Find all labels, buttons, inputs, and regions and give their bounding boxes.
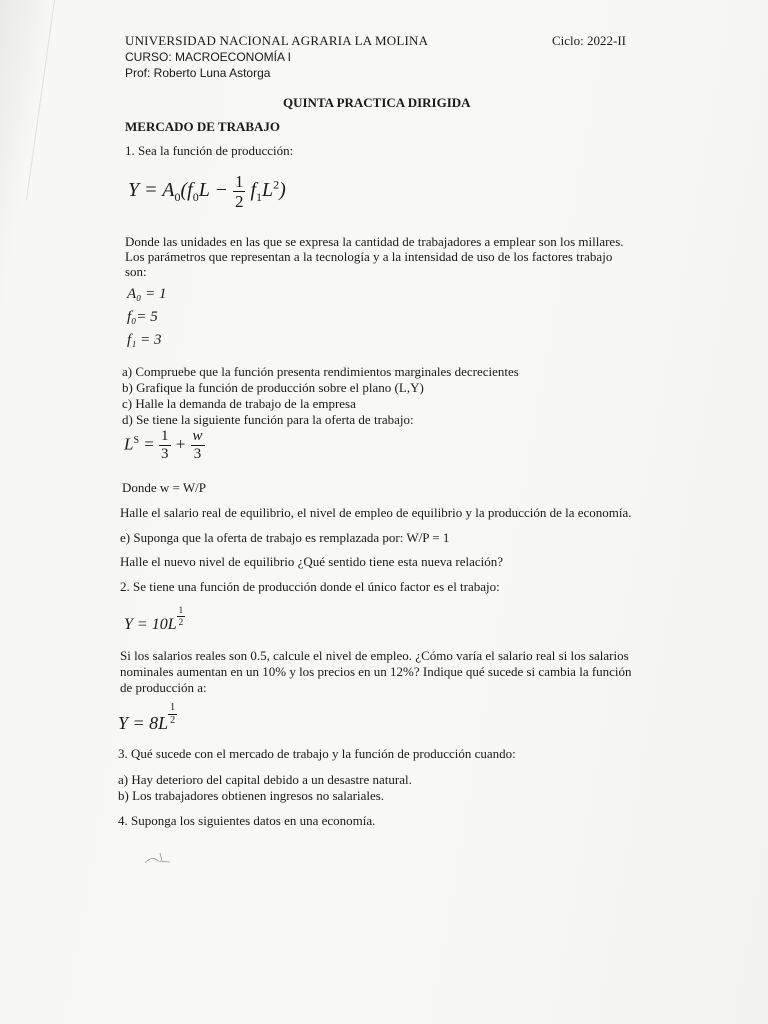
q1-intro: 1. Sea la función de producción:	[125, 143, 294, 158]
university-name: UNIVERSIDAD NACIONAL AGRARIA LA MOLINA	[125, 33, 429, 48]
q1-item-a: a) Compruebe que la función presenta rendimientos marginales decrecientes	[122, 364, 519, 379]
q1-item-d: d) Se tiene la siguiente función para la oferta de trabajo:	[122, 412, 414, 427]
production-function-formula: $Y = A_0(f_0L$ − $\frac{1}{2}$ $f_1L^2$)	[128, 172, 286, 211]
q4-intro: 4. Suponga los siguientes datos en una economía.	[118, 813, 376, 828]
professor-label: Prof: Roberto Luna Astorga	[125, 66, 271, 80]
q1-halle-1: Halle el salario real de equilibrio, el nivel de empleo de equilibrio y la producción de la economía.	[120, 505, 632, 520]
q2-text-1: Si los salarios reales son 0.5, calcule el nivel de empleo. ¿Cómo varía el salario real si los salarios	[120, 648, 629, 663]
production-function-2: Y = 10L $^{\frac{1}{2}}$	[124, 605, 184, 633]
production-function-3: Y = 8L $^{\frac{1}{2}}$	[118, 702, 176, 733]
q2-intro: 2. Se tiene una función de producción donde el único factor es el trabajo:	[120, 579, 500, 594]
param-f0: f₀= 5	[127, 309, 158, 325]
q3-item-a: a) Hay deterioro del capital debido a un desastre natural.	[118, 772, 412, 787]
q1-units-text-3: son:	[125, 264, 147, 279]
course-label: CURSO: MACROECONOMÍA I	[125, 50, 292, 64]
document-title: QUINTA PRACTICA DIRIGIDA	[283, 95, 471, 110]
q3-intro: 3. Qué sucede con el mercado de trabajo y la función de producción cuando:	[118, 746, 516, 761]
q1-units-text-2: Los parámetros que representan a la tecnología y a la intensidad de uso de los factores trabajo	[125, 249, 613, 264]
q1-units-text-1: Donde las unidades en las que se expresa la cantidad de trabajadores a emplear son los millares.	[125, 234, 624, 249]
q1-item-e: e) Suponga que la oferta de trabajo es remplazada por: W/P = 1	[120, 530, 450, 545]
q1-donde: Donde w = W/P	[122, 480, 207, 495]
q1-halle-2: Halle el nuevo nivel de equilibrio ¿Qué sentido tiene esta nueva relación?	[120, 554, 503, 569]
section-heading: MERCADO DE TRABAJO	[125, 119, 281, 134]
q2-text-2: nominales aumentan en un 10% y los precios en un 12%? Indique qué sucede si cambia la función	[120, 664, 632, 679]
param-a0: A₀ = 1	[127, 286, 167, 302]
q3-item-b: b) Los trabajadores obtienen ingresos no salariales.	[118, 788, 385, 803]
q1-item-c: c) Halle la demanda de trabajo de la empresa	[122, 396, 356, 411]
param-f1: f₁ = 3	[127, 332, 162, 348]
cycle-label: Ciclo: 2022-II	[552, 33, 627, 48]
q2-text-3: de producción a:	[120, 680, 207, 695]
pencil-mark	[140, 845, 190, 870]
labor-supply-formula: $L^S$ = $\frac{1}{3}$ + $\frac{w}{3}$	[124, 428, 203, 462]
q1-item-b: b) Grafique la función de producción sobre el plano (L,Y)	[122, 380, 424, 395]
paper-fold-shadow	[0, 0, 55, 200]
